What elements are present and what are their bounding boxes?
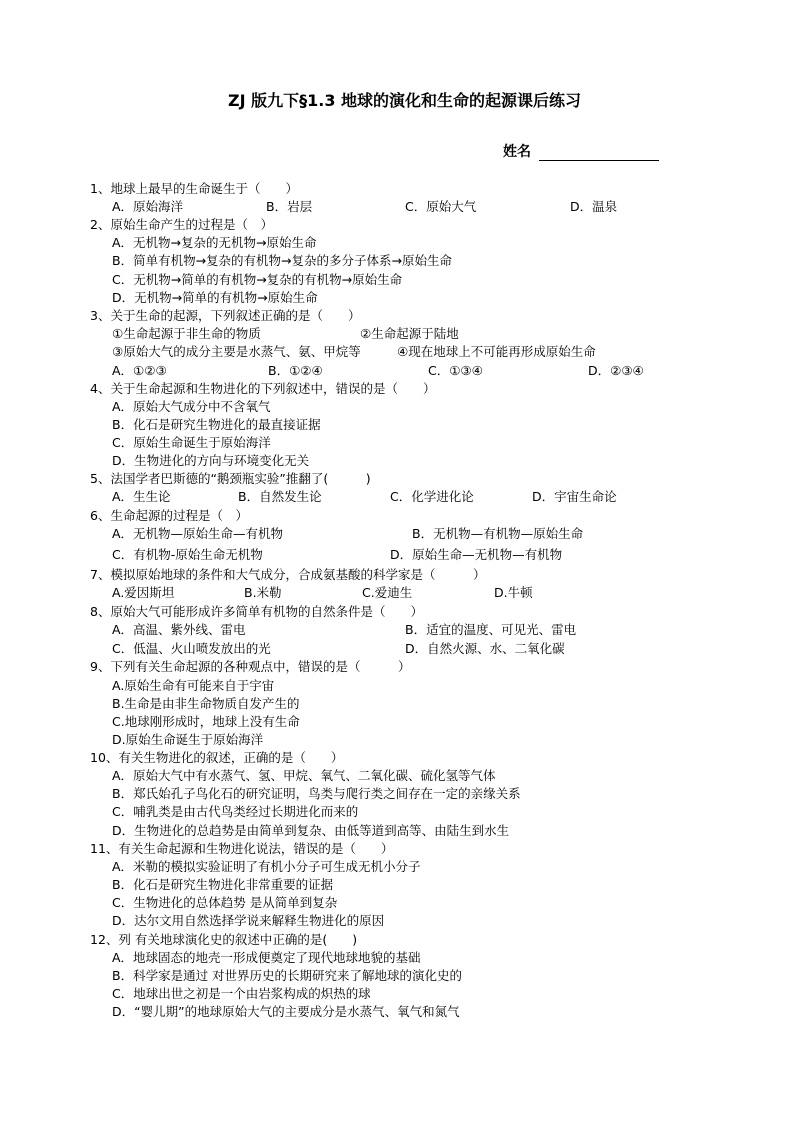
q4-option-d: D．生物进化的方向与环境变化无关 <box>112 453 310 468</box>
question-11-stem: 11、有关生命起源和生物进化说法，错误的是（ ） <box>90 841 394 856</box>
q6-option-c: C．有机物-原始生命无机物 <box>112 547 263 562</box>
q2-option-d: D．无机物→简单的有机物→原始生命 <box>112 290 318 305</box>
q9-option-d: D.原始生命诞生于原始海洋 <box>112 732 264 747</box>
q7-option-b: B.米勒 <box>244 585 282 600</box>
page-title: ZJ 版九下§1.3 地球的演化和生命的起源课后练习 <box>228 91 582 110</box>
q11-option-c: C．生物进化的总体趋势 是从简单到复杂 <box>112 895 338 910</box>
q2-option-c: C．无机物→简单的有机物→复杂的有机物→原始生命 <box>112 272 403 287</box>
question-10-stem: 10、有关生物进化的叙述，正确的是（ ） <box>90 750 344 765</box>
q5-option-c: C．化学进化论 <box>390 489 474 504</box>
q8-option-d: D．自然火源、水、二氧化碳 <box>405 641 565 656</box>
q3-option-c: C．①③④ <box>428 363 483 378</box>
q10-option-c: C．哺乳类是由古代鸟类经过长期进化而来的 <box>112 804 359 819</box>
q6-option-a: A．无机物—原始生命—有机物 <box>112 526 284 541</box>
question-6-stem: 6、生命起源的过程是（ ） <box>90 508 248 523</box>
question-3-stem: 3、关于生命的起源，下列叙述正确的是（ ） <box>90 308 361 323</box>
q3-statement-4: ④现在地球上不可能再形成原始生命 <box>397 344 596 359</box>
question-8-stem: 8、原始大气可能形成许多简单有机物的自然条件是（ ） <box>90 604 423 619</box>
q6-option-b: B．无机物—有机物—原始生命 <box>412 526 584 541</box>
q3-option-a: A．①②③ <box>112 363 167 378</box>
q12-option-d: D．“婴儿期”的地球原始大气的主要成分是水蒸气、氧气和氮气 <box>112 1004 460 1019</box>
q3-statement-2: ②生命起源于陆地 <box>360 326 459 341</box>
q8-option-a: A．高温、紫外线、雷电 <box>112 622 246 637</box>
q1-option-a: A．原始海洋 <box>112 199 184 214</box>
q11-option-d: D．达尔文用自然选择学说来解释生物进化的原因 <box>112 913 385 928</box>
q9-option-c: C.地球刚形成时，地球上没有生命 <box>112 714 300 729</box>
q1-option-c: C．原始大气 <box>405 199 477 214</box>
q10-option-d: D．生物进化的总趋势是由简单到复杂、由低等道到高等、由陆生到水生 <box>112 823 510 838</box>
q12-option-b: B．科学家是通过 对世界历史的长期研究来了解地球的演化史的 <box>112 968 463 983</box>
q4-option-a: A．原始大气成分中不含氧气 <box>112 399 271 414</box>
q8-option-c: C．低温、火山喷发放出的光 <box>112 641 271 656</box>
question-2-stem: 2、原始生命产生的过程是（ ） <box>90 217 273 232</box>
q2-option-a: A．无机物→复杂的无机物→原始生命 <box>112 235 317 250</box>
q7-option-c: C.爱迪生 <box>362 585 413 600</box>
q9-option-b: B.生命是由非生命物质自发产生的 <box>112 696 300 711</box>
q4-option-c: C．原始生命诞生于原始海洋 <box>112 435 271 450</box>
question-7-stem: 7、模拟原始地球的条件和大气成分，合成氨基酸的科学家是（ ） <box>90 567 486 582</box>
q7-option-a: A.爱因斯坦 <box>112 585 175 600</box>
q6-option-d: D．原始生命—无机物—有机物 <box>390 547 563 562</box>
q5-option-a: A．生生论 <box>112 489 171 504</box>
q3-statement-1: ①生命起源于非生命的物质 <box>112 326 261 341</box>
q3-statement-3: ③原始大气的成分主要是水蒸气、氨、甲烷等 <box>112 344 361 359</box>
name-label: 姓名 <box>503 144 531 160</box>
q10-option-b: B．郑氏始孔子鸟化石的研究证明，鸟类与爬行类之间存在一定的亲缘关系 <box>112 786 521 801</box>
q12-option-c: C．地球出世之初是一个由岩浆构成的炽热的球 <box>112 986 371 1001</box>
q11-option-b: B．化石是研究生物进化非常重要的证据 <box>112 877 334 892</box>
question-5-stem: 5、法国学者巴斯德的“鹅颈瓶实验”推翻了( ) <box>90 471 371 486</box>
question-1-stem: 1、地球上最早的生命诞生于（ ） <box>90 181 298 196</box>
question-12-stem: 12、列 有关地球演化史的叙述中正确的是( ) <box>90 932 358 947</box>
q10-option-a: A．原始大气中有水蒸气、氢、甲烷、氧气、二氧化碳、硫化氢等气体 <box>112 768 496 783</box>
q1-option-d: D．温泉 <box>570 199 618 214</box>
q9-option-a: A.原始生命有可能来自于宇宙 <box>112 678 275 693</box>
q8-option-b: B．适宜的温度、可见光、雷电 <box>405 622 577 637</box>
name-blank-line[interactable] <box>539 146 659 161</box>
q4-option-b: B．化石是研究生物进化的最直接证据 <box>112 417 321 432</box>
q3-option-d: D．②③④ <box>588 363 644 378</box>
q7-option-d: D.牛顿 <box>494 585 533 600</box>
question-9-stem: 9、下列有关生命起源的各种观点中，错误的是（ ） <box>90 659 411 674</box>
q1-option-b: B．岩层 <box>266 199 313 214</box>
question-4-stem: 4、关于生命起源和生物进化的下列叙述中，错误的是（ ） <box>90 381 436 396</box>
q5-option-b: B．自然发生论 <box>238 489 322 504</box>
q12-option-a: A．地球固态的地壳一形成便奠定了现代地球地貌的基础 <box>112 950 421 965</box>
q3-option-b: B．①②④ <box>268 363 323 378</box>
q5-option-d: D．宇宙生命论 <box>532 489 617 504</box>
name-field[interactable] <box>503 141 659 161</box>
q2-option-b: B．简单有机物→复杂的有机物→复杂的多分子体系→原始生命 <box>112 253 452 268</box>
q11-option-a: A．米勒的模拟实验证明了有机小分子可生成无机小分子 <box>112 859 421 874</box>
